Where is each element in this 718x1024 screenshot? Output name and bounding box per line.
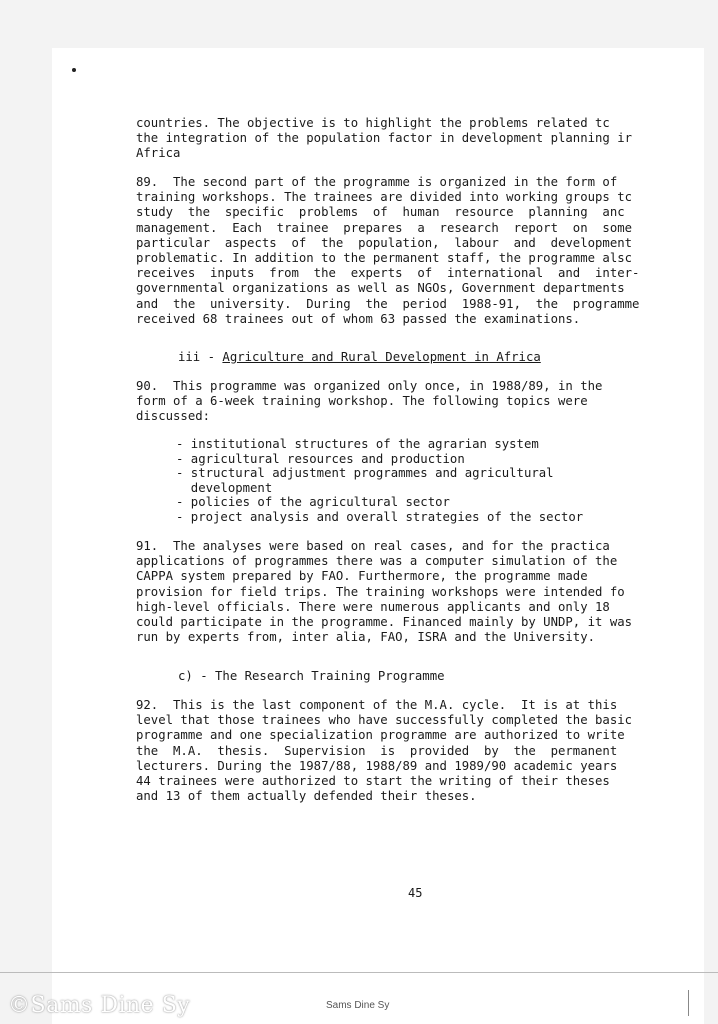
list-item: - agricultural resources and production — [176, 451, 465, 466]
heading-iii-prefix: iii - — [178, 350, 223, 364]
text-line: CAPPA system prepared by FAO. Furthermore, the programme made — [136, 569, 588, 584]
text-line: run by experts from, inter alia, FAO, ISRA and the University. — [136, 630, 596, 645]
footer-divider — [0, 972, 718, 973]
text-line: the M.A. thesis. Supervision is provided by the permanent — [136, 743, 618, 758]
heading-iii-title: Agriculture and Rural Development in Africa — [222, 350, 541, 364]
paragraph-91 — [136, 539, 704, 645]
text-line: received 68 trainees out of whom 63 passed the examinations. — [136, 311, 581, 326]
paragraph-92 — [136, 698, 704, 804]
text-line: level that those trainees who have successfully completed the basic — [136, 713, 633, 728]
text-line: high-level officials. There were numerous applicants and only 18 — [136, 599, 610, 614]
text-line: could participate in the programme. Financed mainly by UNDP, it was — [136, 615, 633, 630]
text-line: countries. The objective is to highlight the problems related tc — [136, 116, 610, 130]
text-line: Africa — [136, 146, 181, 161]
list-item: - institutional structures of the agrarian system — [176, 437, 539, 451]
document-page — [52, 48, 704, 1024]
topics-list — [176, 437, 696, 525]
text-line: study the specific problems of human resource planning anc — [136, 205, 625, 220]
text-line: particular aspects of the population, labour and development — [136, 235, 633, 250]
text-line: management. Each trainee prepares a research report on some — [136, 220, 633, 235]
section-heading-iii — [178, 350, 541, 365]
watermark: ©Sams Dine Sy — [8, 993, 191, 1018]
text-line: and 13 of them actually defended their theses. — [136, 789, 477, 804]
paragraph-89 — [136, 175, 704, 327]
text-line: and the university. During the period 1988-91, the programme — [136, 296, 640, 311]
text-line: 91. The analyses were based on real cases, and for the practica — [136, 539, 610, 553]
edge-mark — [688, 990, 689, 1016]
text-line: the integration of the population factor in development planning ir — [136, 131, 633, 146]
section-heading-c: c) - The Research Training Programme — [178, 669, 445, 683]
text-line: 92. This is the last component of the M.A. cycle. It is at this — [136, 698, 618, 712]
text-line: training workshops. The trainees are divided into working groups tc — [136, 190, 633, 205]
text-line: form of a 6-week training workshop. The following topics were — [136, 394, 588, 409]
text-line: applications of programmes there was a computer simulation of the — [136, 554, 618, 569]
text-line: governmental organizations as well as NGOs, Government departments — [136, 281, 625, 296]
paragraph-continuation — [136, 116, 704, 162]
list-item: - structural adjustment programmes and agricultural — [176, 466, 554, 481]
footer-text: Sams Dine Sy — [326, 1000, 390, 1011]
paragraph-90 — [136, 379, 704, 425]
text-line: 89. The second part of the programme is organized in the form of — [136, 175, 618, 189]
text-line: programme and one specialization programme are authorized to write — [136, 728, 625, 743]
text-line: 90. This programme was organized only once, in 1988/89, in the — [136, 379, 603, 393]
text-line: provision for field trips. The training workshops were intended fo — [136, 584, 625, 599]
list-item: - project analysis and overall strategies of the sector — [176, 509, 584, 524]
text-line: problematic. In addition to the permanent staff, the programme alsc — [136, 251, 633, 266]
list-item: development — [176, 480, 273, 495]
page-number: 45 — [408, 886, 423, 900]
text-line: lecturers. During the 1987/88, 1988/89 and 1989/90 academic years — [136, 758, 618, 773]
list-item: - policies of the agricultural sector — [176, 495, 450, 510]
text-line: discussed: — [136, 409, 211, 424]
text-line: 44 trainees were authorized to start the writing of their theses — [136, 774, 610, 789]
text-line: receives inputs from the experts of international and inter- — [136, 266, 640, 281]
stray-mark — [72, 68, 76, 72]
